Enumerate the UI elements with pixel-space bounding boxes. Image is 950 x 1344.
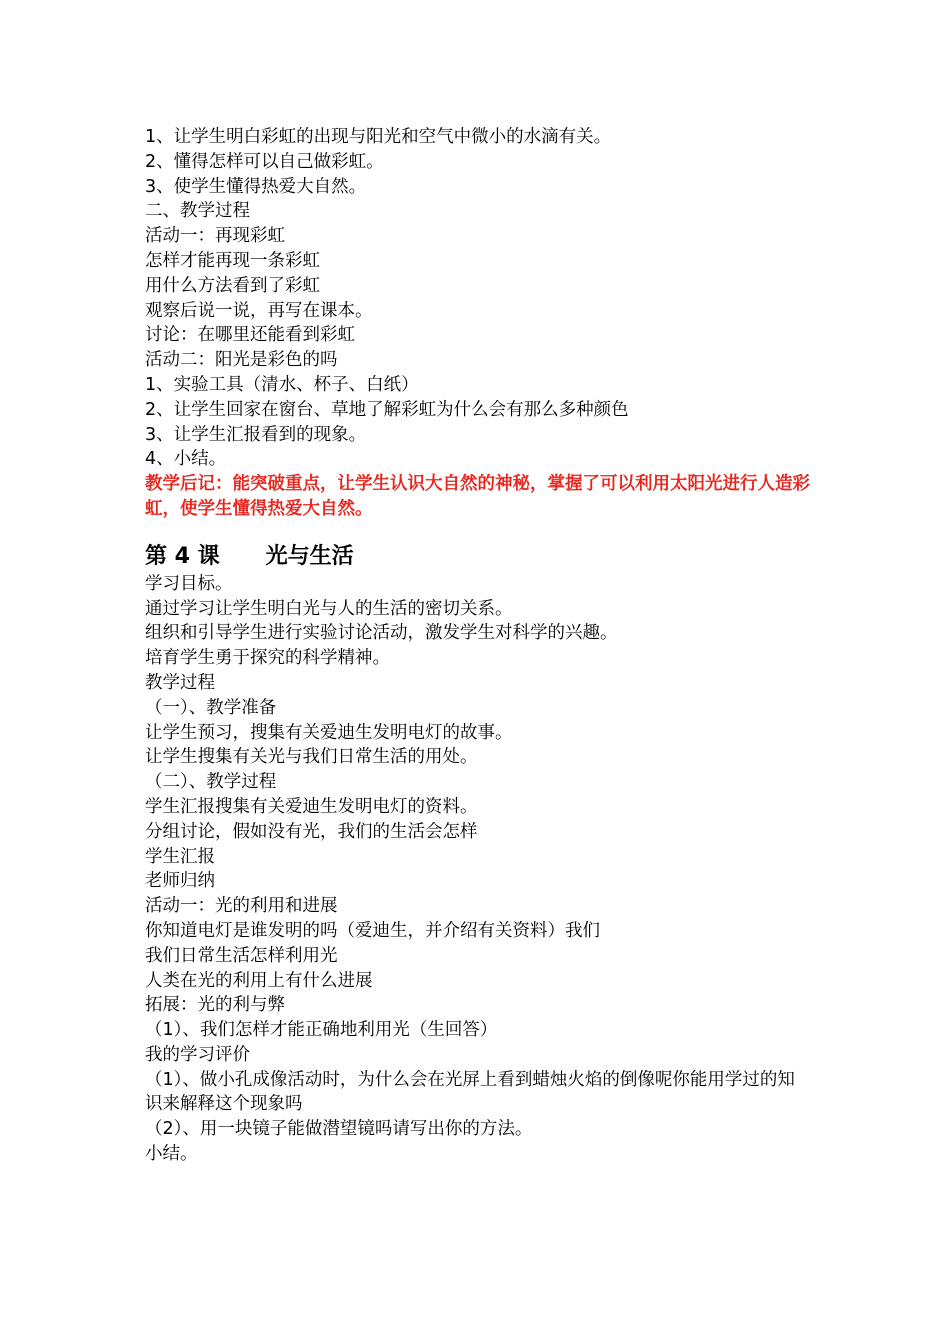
s1-heading-process: 二、教学过程 [145,201,250,222]
l4-eval-3: 小结。 [145,1144,198,1165]
l4-line-9: （二）、教学过程 [145,772,277,793]
s1-line-8: 观察后说一说，再写在课本。 [145,300,373,321]
s1-line-12: 2、让学生回家在窗台、草地了解彩虹为什么会有那么多种颜色 [145,399,629,420]
l4-line-1: 学习目标。 [145,573,233,594]
s1-line-7: 用什么方法看到了彩虹 [145,275,320,296]
l4-eval-2: （2）、用一块镜子能做潜望镜吗请写出你的方法。 [145,1119,533,1140]
l4-line-20: 我的学习评价 [145,1044,250,1065]
l4-line-11: 分组讨论，假如没有光，我们的生活会怎样 [145,821,478,842]
l4-line-4: 培育学生勇于探究的科学精神。 [145,648,390,669]
l4-line-6: （一）、教学准备 [145,697,277,718]
s1-line-3: 3、使学生懂得热爱大自然。 [145,176,367,197]
lesson-heading [145,542,825,572]
s1-line-11: 1、实验工具（清水、杯子、白纸） [145,374,419,395]
s1-activity-2: 活动二：阳光是彩色的吗 [145,350,338,371]
l4-line-14: 活动一：光的利用和进展 [145,896,338,917]
lesson-title: 光与生活 [265,543,354,569]
s1-line-2: 2、懂得怎样可以自己做彩虹。 [145,151,384,172]
l4-line-17: 人类在光的利用上有什么进展 [145,970,373,991]
l4-line-10: 学生汇报搜集有关爱迪生发明电灯的资料。 [145,796,478,817]
s1-line-1: 1、让学生明白彩虹的出现与阳光和空气中微小的水滴有关。 [145,127,612,147]
l4-line-15: 你知道电灯是谁发明的吗（爱迪生，并介绍有关资料）我们 [145,920,600,941]
teaching-note: 教学后记：能突破重点，让学生认识大自然的神秘，掌握了可以利用太阳光进行人造彩虹，使学生懂得热爱大自然。 [145,474,810,519]
l4-eval-1: （1）、做小孔成像活动时，为什么会在光屏上看到蜡烛火焰的倒像呢你能用学过的知识来解释这个现象吗 [145,1069,795,1115]
l4-line-5: 教学过程 [145,672,215,693]
s1-line-6: 怎样才能再现一条彩虹 [145,250,320,271]
s1-line-9: 讨论：在哪里还能看到彩虹 [145,325,355,346]
s1-line-13: 3、让学生汇报看到的现象。 [145,424,367,445]
l4-line-13: 老师归纳 [145,871,215,892]
l4-line-19: （1）、我们怎样才能正确地利用光（生回答） [145,1020,498,1041]
s1-line-14: 4、小结。 [145,449,227,470]
l4-line-3: 组织和引导学生进行实验讨论活动，激发学生对科学的兴趣。 [145,623,618,644]
l4-line-18: 拓展：光的利与弊 [145,995,285,1016]
l4-line-2: 通过学习让学生明白光与人的生活的密切关系。 [145,598,513,619]
l4-line-8: 让学生搜集有关光与我们日常生活的用处。 [145,747,478,768]
s1-activity-1: 活动一：再现彩虹 [145,226,285,247]
lesson-number: 第 4 课 [145,543,220,569]
l4-line-7: 让学生预习，搜集有关爱迪生发明电灯的故事。 [145,722,513,743]
document-page [145,125,825,1167]
l4-line-16: 我们日常生活怎样利用光 [145,945,338,966]
l4-line-12: 学生汇报 [145,846,215,867]
